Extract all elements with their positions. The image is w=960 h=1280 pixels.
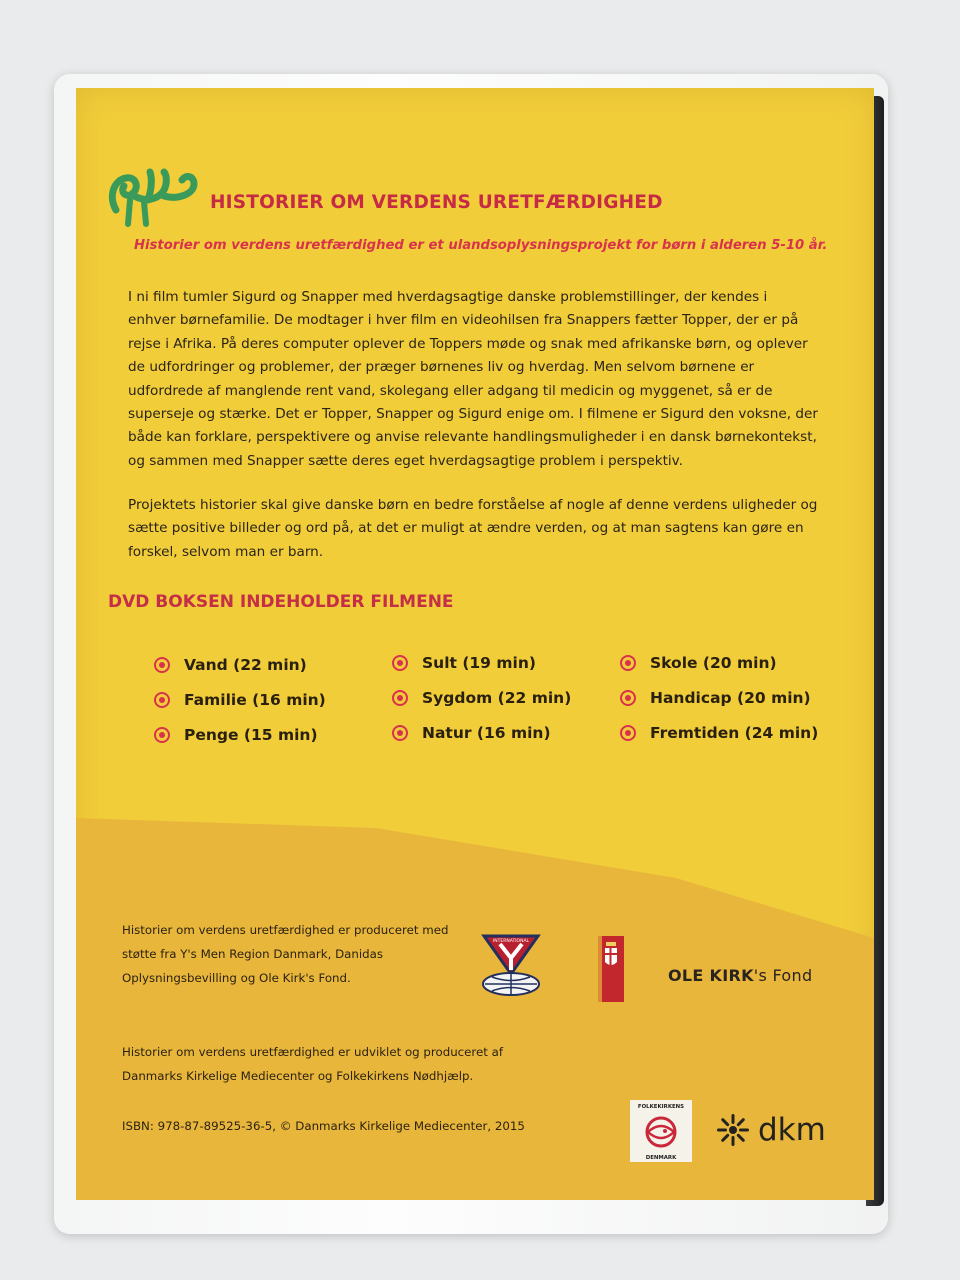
film-label: Natur (16 min) <box>422 724 551 742</box>
production-credits: Historier om verdens uretfærdighed er udviklet og produceret af Danmarks Kirkelige Mediecenter og Folkekirkens Nødhjælp. <box>122 1045 504 1083</box>
dvd-back-insert <box>76 88 874 1200</box>
target-bullet-icon <box>620 725 636 741</box>
film-item-penge <box>154 722 318 748</box>
film-item-handicap <box>620 685 811 711</box>
target-bullet-icon <box>620 655 636 671</box>
film-item-sult <box>392 650 536 676</box>
orange-lower-band <box>76 88 874 1200</box>
film-label: Handicap (20 min) <box>650 689 811 707</box>
subtitle: Historier om verdens uretfærdighed er et ulandsoplysningsprojekt for børn i alderen 5-10 år. <box>134 238 828 253</box>
film-item-familie <box>154 687 326 713</box>
dkm-starburst-icon <box>716 1113 750 1147</box>
ole-kirk-fond-logo <box>668 966 812 985</box>
film-label: Vand (22 min) <box>184 656 307 674</box>
fn-logo-bottom-text: DENMARK <box>645 1155 677 1161</box>
ole-kirk-suffix: 's Fond <box>753 966 813 985</box>
target-bullet-icon <box>620 690 636 706</box>
support-credits: Historier om verdens uretfærdighed er produceret med støtte fra Y's Men Region Danmark, Danidas Oplysningsbevilling og Ole Kirk's Fond. <box>122 923 449 985</box>
ys-logo-text: INTERNATIONAL <box>492 939 530 944</box>
film-item-natur <box>392 720 551 746</box>
description-paragraph-2: Projektets historier skal give danske børn en bedre forståelse af nogle af denne verdens uligheder og sætte positive billeder og ord på, at det er muligt at ændre verden, og at man sagtens kan gøre en forskel, selvom man er barn. <box>128 497 818 560</box>
isbn-line: ISBN: 978-87-89525-36-5, © Danmarks Kirkelige Mediecenter, 2015 <box>122 1119 525 1133</box>
folkekirkens-noedhjaelp-logo-icon <box>630 1100 692 1162</box>
target-bullet-icon <box>392 725 408 741</box>
film-label: Sygdom (22 min) <box>422 689 572 707</box>
film-label: Fremtiden (24 min) <box>650 724 819 742</box>
dkm-logo <box>716 1110 826 1150</box>
target-bullet-icon <box>154 657 170 673</box>
page-title: HISTORIER OM VERDENS URETFÆRDIGHED <box>210 192 663 213</box>
target-bullet-icon <box>154 692 170 708</box>
film-list <box>154 648 854 758</box>
dkm-wordmark: dkm <box>758 1112 826 1148</box>
target-bullet-icon <box>154 727 170 743</box>
film-label: Familie (16 min) <box>184 691 326 709</box>
film-item-skole <box>620 650 777 676</box>
ole-kirk-name: OLE KIRK <box>668 966 754 985</box>
description-paragraph-1: I ni film tumler Sigurd og Snapper med hverdagsagtige danske problemstillinger, der kendes i enhver børnefamilie. De modtager i hver film en videohilsen fra Snappers fætter Topper, der er på rejse i Afrika. På deres computer oplever de Toppers møde og snak med afrikanske børn, og oplever de udfordringer og problemer, der præger børnenes liv og hverdag. Men selvom børnene er udfordrede af manglende rent vand, skolegang eller adgang til medicin og myggenet, så er de superseje og stærke. Det er Topper, Snapper og Sigurd enige om. I filmene er Sigurd den voksne, der både kan forklare, perspektivere og anvise relevante handlingsmuligheder i en dansk børnekontekst, og sammen med Snapper sætte deres eget hverdagsagtige problem i perspektiv. <box>128 289 818 469</box>
snapper-logo-icon <box>106 166 202 230</box>
target-bullet-icon <box>392 690 408 706</box>
film-label: Skole (20 min) <box>650 654 777 672</box>
films-section-title: DVD BOKSEN INDEHOLDER FILMENE <box>108 592 454 612</box>
film-item-fremtiden <box>620 720 818 746</box>
fn-logo-top-text: FOLKEKIRKENS <box>637 1104 685 1110</box>
target-bullet-icon <box>392 655 408 671</box>
film-item-vand <box>154 652 307 678</box>
danida-crest-icon <box>598 936 624 1002</box>
ys-men-logo-icon <box>480 930 542 1000</box>
film-label: Sult (19 min) <box>422 654 536 672</box>
film-label: Penge (15 min) <box>184 726 318 744</box>
film-item-sygdom <box>392 685 571 711</box>
